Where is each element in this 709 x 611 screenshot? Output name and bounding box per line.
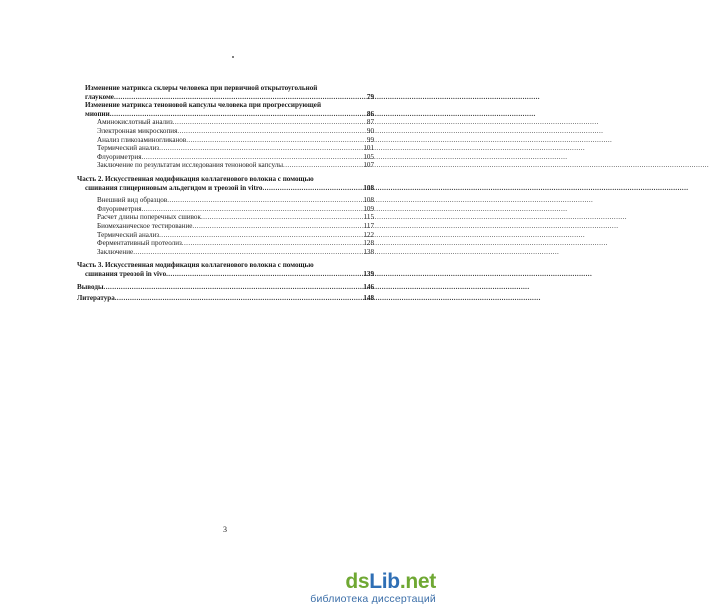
toc-dot-leader [173,118,361,127]
watermark-brand [310,571,436,593]
toc-dot-leader [159,144,361,153]
toc-entry [77,161,374,170]
toc-dot-leader [201,213,361,222]
toc-dot-leader [141,205,361,214]
toc-entry-line [77,222,374,231]
toc-entry-title: Заключение [97,247,134,256]
toc-entry-line [77,127,374,136]
toc-entry-line [77,283,374,292]
toc-entry-title: Флуориметрия [97,152,142,161]
toc-entry-title: Ферментативный протеолиз [97,239,182,248]
toc-entry [77,261,374,278]
toc-entry-line [77,161,374,170]
toc-entry-title: Внешний вид образцов [97,196,168,205]
toc-dot-leader [262,184,361,193]
toc-entry-line [77,153,374,162]
toc-entry-title: Заключение по результатам исследования теноновой капсулы [97,161,284,170]
toc-entry-line [77,239,374,248]
watermark-logo [310,571,436,605]
toc-entry-title: глаукоме [85,92,114,101]
toc-entry-line [77,248,374,257]
toc-entry-title: Анализ гликозаминогликанов [97,135,187,144]
toc-entry-line [77,136,374,145]
watermark-brand-ds: ds [345,570,370,593]
toc-entry-line [77,294,374,303]
watermark-brand-dot: . [399,570,406,593]
page-number: 3 [223,525,227,534]
toc-entry-line [77,196,374,205]
toc-dot-leader [166,270,361,279]
toc-entry [77,153,374,162]
toc-page-number: 108 [363,196,374,205]
toc-entry-line [77,175,374,184]
toc-entry [77,175,374,192]
watermark-subtitle: библиотека диссертаций [310,593,436,605]
toc-entry-line [77,205,374,214]
toc-entry [77,84,374,101]
toc-page-number: 138 [363,247,374,256]
toc-entry-title: Изменение матрикса склеры человека при первичной открытоугольной [85,84,318,92]
toc-page-number: 148 [363,293,374,302]
toc-page-number: 146 [363,283,374,292]
toc-entry-line [77,101,374,110]
toc-entry-line [77,84,374,93]
toc-entry [77,222,374,231]
toc-entry-line [77,93,374,102]
toc-page-number: 122 [363,230,374,239]
toc-entry [77,283,374,292]
toc-entry-title: Часть 3. Искусственная модификация коллагенового волокна с помощью [77,261,314,270]
toc-entry-title: Флуориметрия [97,204,142,213]
toc-dot-leader [192,222,361,231]
toc-entry-title: Электронная микроскопия [97,126,178,135]
toc-dot-leader [110,110,361,119]
toc-entry [77,127,374,136]
toc-dot-leader [186,136,361,145]
watermark-brand-net: net [405,570,436,593]
toc-entry [77,231,374,240]
toc-entry-title: Часть 2. Искусственная модификация коллагенового волокна с помощью [77,174,314,183]
toc-entry-title: Биомеханическое тестирование [97,221,193,230]
toc-dot-leader [115,294,361,303]
toc-page-number: 101 [363,144,374,153]
toc-dot-leader [159,231,361,240]
toc-page-number: 109 [363,204,374,213]
toc-entry-line [77,110,374,119]
toc-entry-title: сшивания глицериновым альдегидом и треозой in vitro [85,183,263,192]
toc-dot-leader [177,127,361,136]
toc-page-number: 115 [363,213,374,222]
toc-entry-line [77,270,374,279]
scan-speck [232,56,234,58]
toc-entry-line [77,213,374,222]
toc-entry-line [77,118,374,127]
toc-entry-title: миопии [85,109,110,118]
toc-dot-leader [141,153,361,162]
toc-page-number: 87 [366,118,374,127]
toc-entry [77,136,374,145]
toc-entry [77,196,374,205]
toc-page-number: 99 [366,135,374,144]
toc-entry-title: Расчет длины поперечных сшивок [97,213,201,222]
toc-entry-line [77,231,374,240]
toc-entry-title: сшивания треозой in vivo [85,269,167,278]
toc-entry-title: Аминокислотный анализ [97,118,173,127]
toc-dot-leader [167,196,361,205]
toc-dot-leader [133,248,361,257]
toc-entry-line [77,184,374,193]
toc-entry-line [77,144,374,153]
toc-dot-leader [283,161,361,170]
toc-dot-leader [104,283,361,292]
toc-page-number: 90 [366,126,374,135]
toc-entry [77,144,374,153]
toc-entry-title: Литература [77,293,115,302]
toc-entry [77,239,374,248]
toc-entry-title: Термический анализ [97,230,160,239]
toc-dot-leader [114,93,361,102]
toc-dot-leader [182,239,361,248]
toc-entry-title: Изменение матрикса теноновой капсулы человека при прогрессирующей [85,101,322,110]
toc-page-number: 107 [363,161,374,170]
table-of-contents [77,84,374,302]
watermark-brand-lib: Lib [369,570,400,593]
toc-entry-title: Термический анализ [97,144,160,153]
toc-entry-line [77,261,374,270]
toc-entry [77,118,374,127]
toc-page-number: 79 [366,92,374,101]
toc-entry [77,213,374,222]
toc-page-number: 105 [363,152,374,161]
toc-page-number: 139 [363,269,374,278]
toc-page-number: 128 [363,239,374,248]
toc-page-number: 86 [366,109,374,118]
toc-entry-title: Выводы [77,283,104,292]
toc-entry [77,205,374,214]
toc-entry [77,248,374,257]
toc-page-number: 108 [363,183,374,192]
toc-entry [77,101,374,118]
toc-page-number: 117 [363,221,374,230]
toc-entry [77,294,374,303]
